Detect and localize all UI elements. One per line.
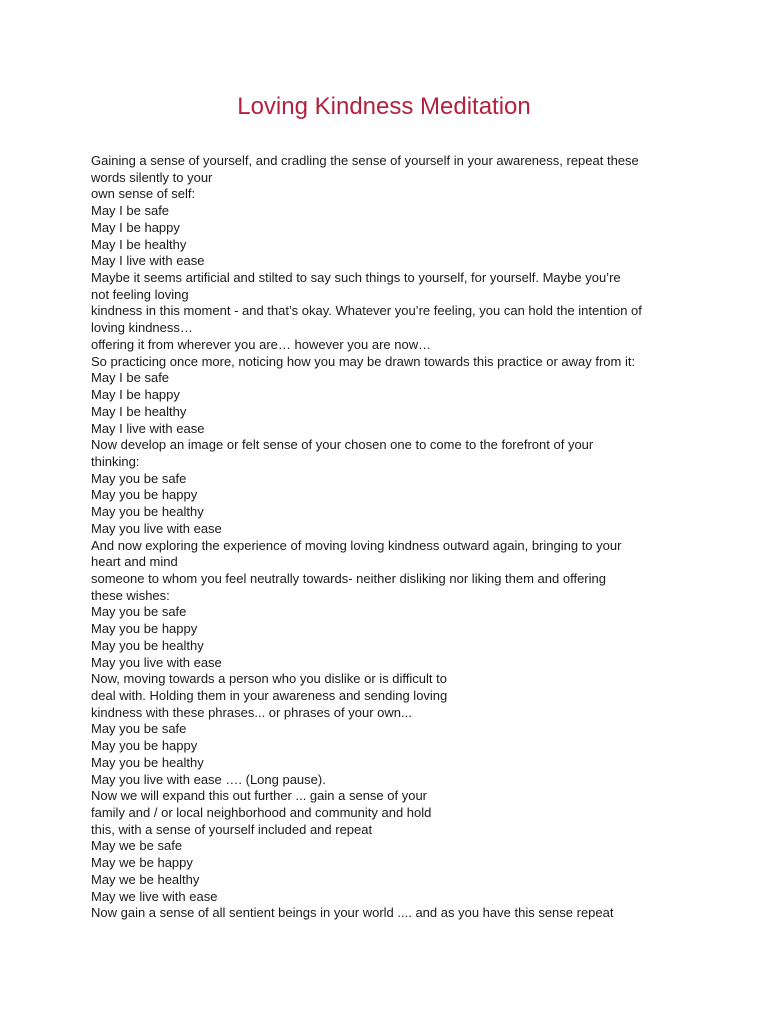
text-line: May we live with ease	[91, 888, 218, 904]
text-line: May I live with ease	[91, 420, 205, 436]
text-line: May you be happy	[91, 487, 198, 503]
text-line: offering it from wherever you are… however you are now…	[91, 336, 432, 352]
text-line: May you be happy	[91, 738, 198, 754]
text-line: May we be happy	[91, 855, 193, 871]
text-line: thinking:	[91, 453, 140, 469]
text-line: May you live with ease	[91, 520, 222, 536]
text-line: Gaining a sense of yourself, and cradling the sense of yourself in your awareness, repeat these	[91, 153, 639, 168]
text-line: May you be safe	[91, 721, 187, 737]
text-line: kindness in this moment - and that’s okay. Whatever you’re feeling, you can hold the intention of	[91, 303, 642, 319]
text-line: May you be healthy	[91, 504, 204, 520]
text-line: May you be healthy	[91, 754, 204, 770]
text-line: Maybe it seems artificial and stilted to say such things to yourself, for yourself. Maybe you’re	[91, 270, 621, 286]
text-line: these wishes:	[91, 587, 170, 603]
document-body	[91, 153, 691, 922]
text-line: May you be happy	[91, 621, 198, 637]
text-line: Now, moving towards a person who you dislike or is difficult to	[91, 671, 447, 687]
text-line: words silently to your	[91, 169, 213, 185]
text-line: deal with. Holding them in your awareness and sending loving	[91, 688, 448, 703]
document-title: Loving Kindness Meditation	[237, 93, 531, 120]
text-line: not feeling loving	[91, 286, 189, 302]
text-line: May you live with ease …. (Long pause).	[91, 771, 326, 787]
text-line: family and / or local neighborhood and community and hold	[91, 805, 432, 821]
text-line: May I live with ease	[91, 253, 205, 269]
text-line: kindness with these phrases... or phrases of your own...	[91, 704, 412, 720]
text-line: May you live with ease	[91, 654, 222, 670]
text-line: May I be safe	[91, 203, 170, 219]
text-line: Now develop an image or felt sense of your chosen one to come to the forefront of your	[91, 437, 594, 453]
text-line: Now we will expand this out further ... gain a sense of your	[91, 788, 428, 804]
text-line: someone to whom you feel neutrally towards- neither disliking nor liking them and offering	[91, 570, 606, 586]
text-line: May I be safe	[91, 370, 170, 386]
text-line: So practicing once more, noticing how you may be drawn towards this practice or away from it:	[91, 353, 636, 369]
text-line: May I be healthy	[91, 236, 187, 252]
text-line: And now exploring the experience of moving loving kindness outward again, bringing to your	[91, 537, 622, 553]
text-line: May you be safe	[91, 470, 187, 486]
text-line: May we be safe	[91, 838, 183, 854]
text-line: Now gain a sense of all sentient beings in your world .... and as you have this sense repeat	[91, 905, 614, 921]
text-line: May you be safe	[91, 604, 187, 620]
text-line: own sense of self:	[91, 186, 196, 202]
text-line: May I be healthy	[91, 403, 187, 419]
text-line: May I be happy	[91, 219, 180, 235]
text-line: loving kindness…	[91, 320, 193, 336]
text-line: May you be healthy	[91, 637, 204, 653]
text-line: May we be healthy	[91, 871, 200, 887]
text-line: this, with a sense of yourself included and repeat	[91, 821, 373, 837]
text-line: May I be happy	[91, 387, 180, 403]
text-line: heart and mind	[91, 554, 178, 570]
